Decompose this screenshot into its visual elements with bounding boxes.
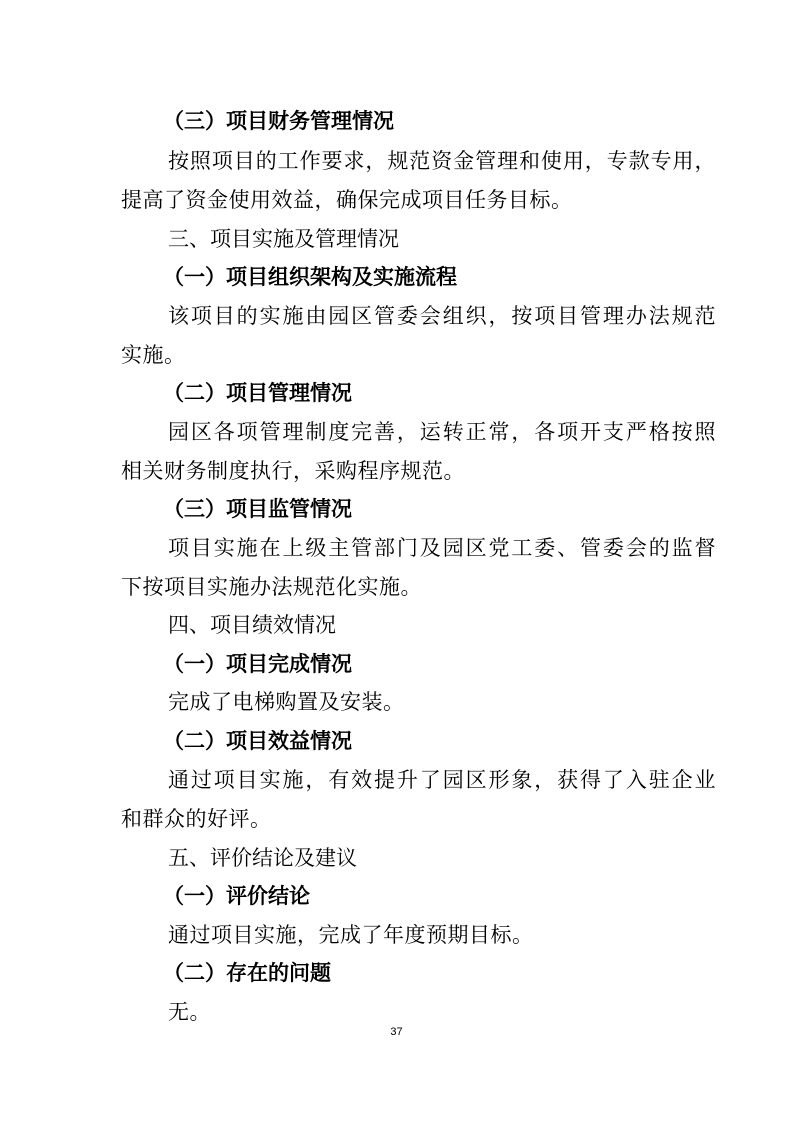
paragraph-line: 相关财务制度执行，采购程序规范。 [121, 459, 465, 483]
section-heading-supervision: （三）项目监管情况 [163, 496, 352, 521]
section-heading-finance: （三）项目财务管理情况 [163, 108, 394, 133]
section-heading-management: （二）项目管理情况 [163, 380, 352, 405]
paragraph-line: 提高了资金使用效益，确保完成项目任务目标。 [121, 188, 573, 212]
chapter-heading-implementation: 三、项目实施及管理情况 [168, 227, 399, 251]
paragraph-line: 通过项目实施，有效提升了园区形象，获得了入驻企业 [168, 768, 716, 792]
paragraph-line: 园区各项管理制度完善，运转正常，各项开支严格按照 [168, 420, 716, 444]
paragraph-line: 该项目的实施由园区管委会组织，按项目管理办法规范 [168, 304, 716, 328]
page-number: 37 [390, 1026, 403, 1038]
paragraph-line: 无。 [168, 1000, 211, 1024]
paragraph-line: 完成了电梯购置及安装。 [168, 690, 405, 714]
paragraph-line: 和群众的好评。 [121, 807, 272, 831]
section-heading-evaluation: （一）评价结论 [163, 883, 310, 908]
chapter-heading-conclusion: 五、评价结论及建议 [168, 846, 357, 870]
section-heading-organization: （一）项目组织架构及实施流程 [163, 264, 457, 289]
section-heading-completion: （一）项目完成情况 [163, 651, 352, 676]
section-heading-benefit: （二）项目效益情况 [163, 728, 352, 753]
paragraph-line: 下按项目实施办法规范化实施。 [121, 575, 422, 599]
section-heading-issues: （二）存在的问题 [163, 960, 331, 985]
paragraph-line: 通过项目实施，完成了年度预期目标。 [168, 923, 534, 947]
paragraph-line: 项目实施在上级主管部门及园区党工委、管委会的监督 [168, 536, 716, 560]
paragraph-line: 按照项目的工作要求，规范资金管理和使用，专款专用， [168, 149, 716, 173]
paragraph-line: 实施。 [121, 343, 186, 367]
chapter-heading-performance: 四、项目绩效情况 [168, 613, 336, 637]
